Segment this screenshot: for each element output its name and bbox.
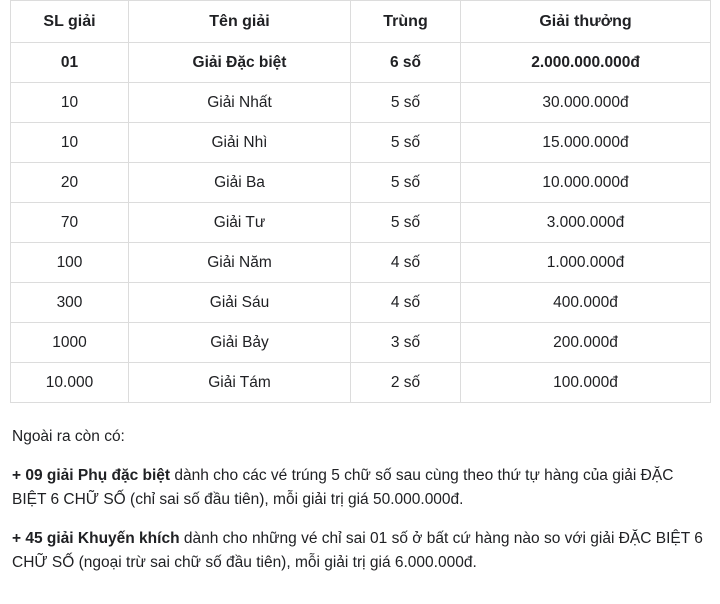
cell-prize-value: 1.000.000đ — [461, 243, 711, 283]
cell-prize-value: 100.000đ — [461, 363, 711, 403]
table-row — [11, 83, 711, 123]
cell-prize-value: 400.000đ — [461, 283, 711, 323]
column-header-prize-name: Tên giải — [129, 1, 351, 43]
table-row — [11, 163, 711, 203]
cell-prize-match: 2 số — [351, 363, 461, 403]
cell-prize-match: 5 số — [351, 123, 461, 163]
cell-prize-quantity: 01 — [11, 43, 129, 83]
notes-section — [0, 403, 720, 575]
table-header-row — [11, 1, 711, 43]
column-header-match: Trùng — [351, 1, 461, 43]
note-special-extra-label: + 09 giải Phụ đặc biệt — [12, 467, 171, 485]
table-row — [11, 283, 711, 323]
table-row — [11, 43, 711, 83]
table-row — [11, 123, 711, 163]
cell-prize-match: 4 số — [351, 243, 461, 283]
cell-prize-name: Giải Sáu — [129, 283, 351, 323]
cell-prize-quantity: 20 — [11, 163, 129, 203]
cell-prize-value: 10.000.000đ — [461, 163, 711, 203]
cell-prize-match: 5 số — [351, 203, 461, 243]
cell-prize-value: 30.000.000đ — [461, 83, 711, 123]
cell-prize-name: Giải Năm — [129, 243, 351, 283]
cell-prize-quantity: 300 — [11, 283, 129, 323]
cell-prize-value: 15.000.000đ — [461, 123, 711, 163]
cell-prize-name: Giải Tư — [129, 203, 351, 243]
table-row — [11, 203, 711, 243]
note-special-extra-text: dành cho các vé trúng 5 chữ số sau cùng theo thứ tự hàng của giải ĐẶC BIỆT 6 CHỮ SỐ (chỉ sai số đầu tiên), mỗi giải trị giá 50.000.000đ. — [12, 467, 674, 509]
cell-prize-name: Giải Nhì — [129, 123, 351, 163]
table-body — [11, 43, 711, 403]
cell-prize-name: Giải Ba — [129, 163, 351, 203]
cell-prize-match: 4 số — [351, 283, 461, 323]
cell-prize-value: 3.000.000đ — [461, 203, 711, 243]
note-consolation-label: + 45 giải Khuyến khích — [12, 530, 180, 548]
cell-prize-name: Giải Tám — [129, 363, 351, 403]
note-special-extra — [12, 464, 706, 512]
cell-prize-quantity: 100 — [11, 243, 129, 283]
column-header-prize-value: Giải thưởng — [461, 1, 711, 43]
cell-prize-match: 3 số — [351, 323, 461, 363]
cell-prize-quantity: 1000 — [11, 323, 129, 363]
cell-prize-name: Giải Bảy — [129, 323, 351, 363]
column-header-quantity: SL giải — [11, 1, 129, 43]
cell-prize-match: 5 số — [351, 163, 461, 203]
notes-intro: Ngoài ra còn có: — [12, 428, 125, 445]
cell-prize-quantity: 10 — [11, 123, 129, 163]
note-consolation-text: dành cho những vé chỉ sai 01 số ở bất cứ hàng nào so với giải ĐẶC BIỆT 6 CHỮ SỐ (ngoại trừ sai chữ số đầu tiên), mỗi giải trị giá 6.000.000đ. — [12, 530, 703, 572]
cell-prize-quantity: 10 — [11, 83, 129, 123]
cell-prize-quantity: 70 — [11, 203, 129, 243]
table-row — [11, 243, 711, 283]
cell-prize-match: 5 số — [351, 83, 461, 123]
note-consolation — [12, 527, 706, 575]
table-header — [11, 1, 711, 43]
cell-prize-value: 200.000đ — [461, 323, 711, 363]
table-row — [11, 363, 711, 403]
cell-prize-name: Giải Nhất — [129, 83, 351, 123]
cell-prize-name: Giải Đặc biệt — [129, 43, 351, 83]
table-row — [11, 323, 711, 363]
prize-table — [10, 0, 711, 403]
cell-prize-value: 2.000.000.000đ — [461, 43, 711, 83]
cell-prize-quantity: 10.000 — [11, 363, 129, 403]
cell-prize-match: 6 số — [351, 43, 461, 83]
